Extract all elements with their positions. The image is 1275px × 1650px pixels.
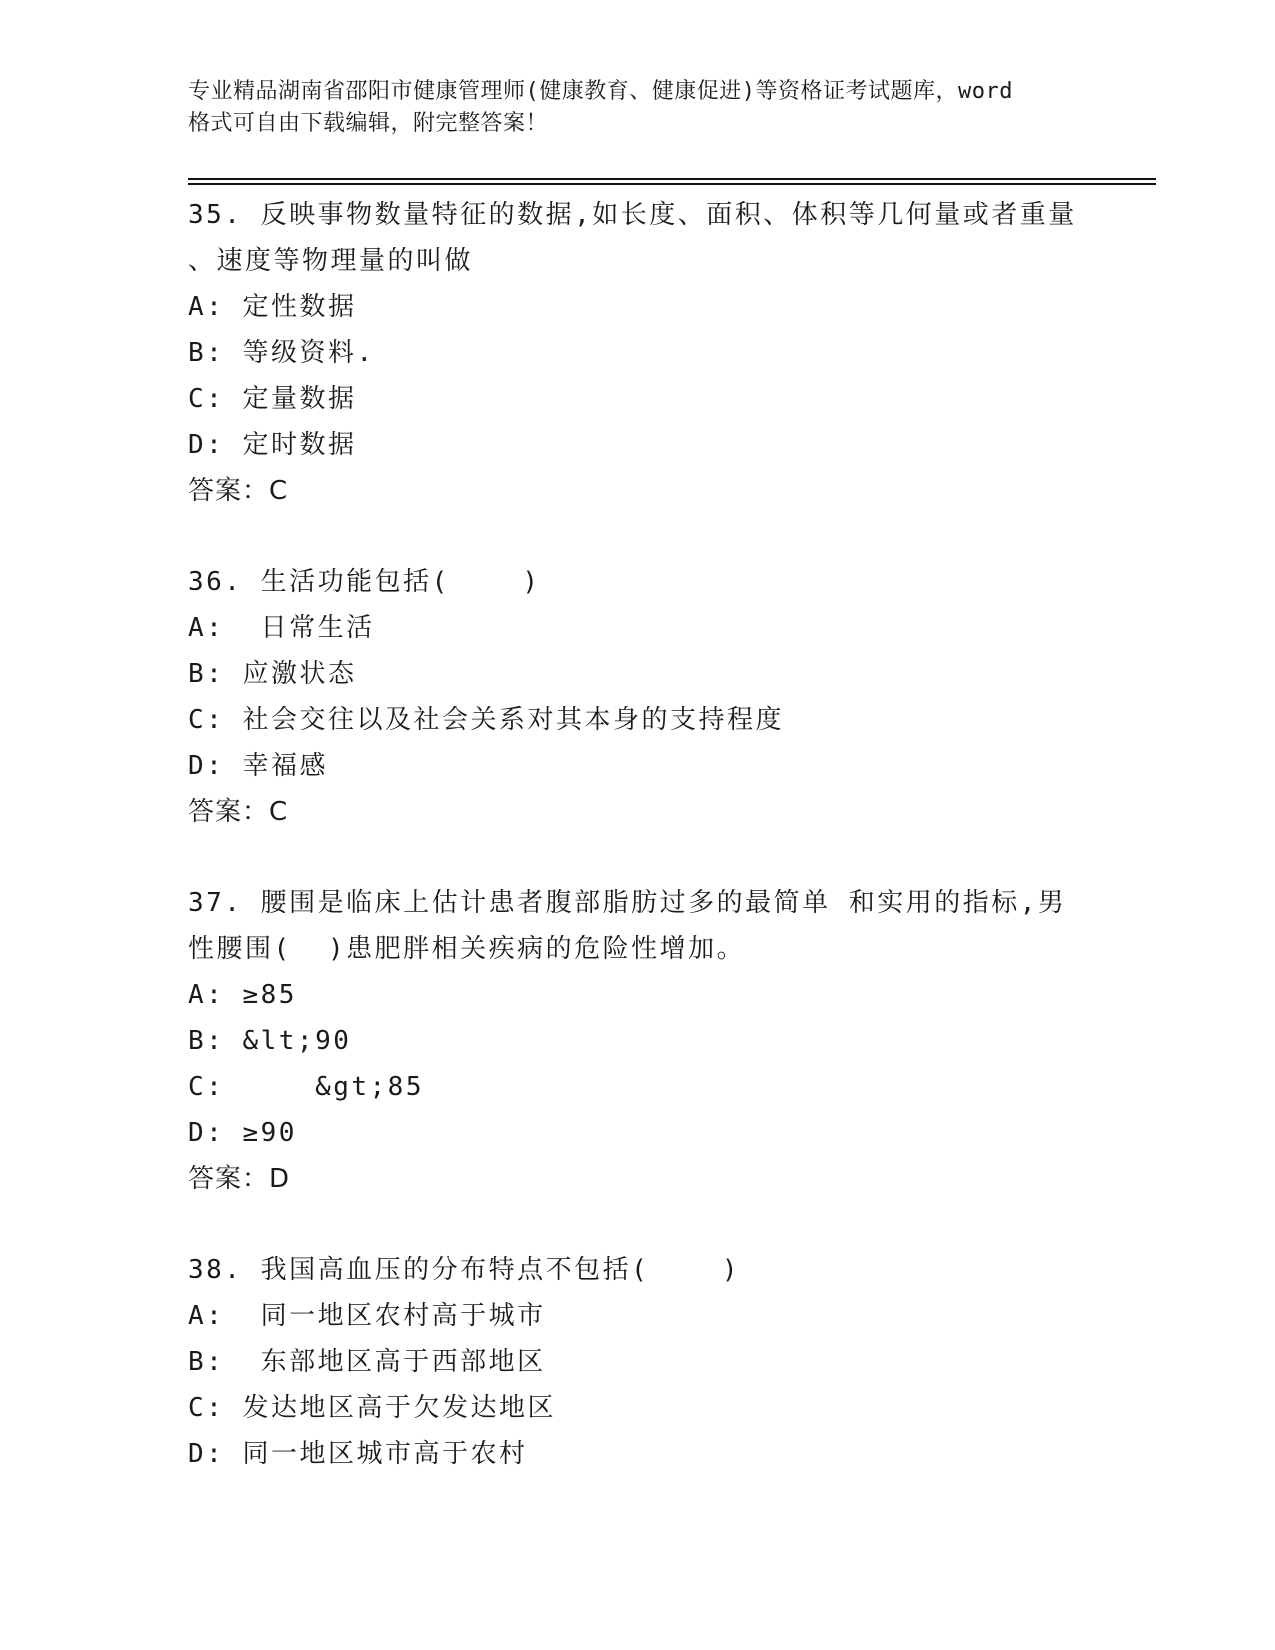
answer-line: 答案：C	[188, 797, 289, 827]
question-35	[188, 192, 1088, 514]
header-divider-top	[188, 178, 1156, 180]
option-d: D: 同一地区城市高于农村	[188, 1439, 528, 1469]
option-b: B: &lt;90	[188, 1026, 352, 1056]
option-d: D: 定时数据	[188, 430, 357, 460]
header-divider-bottom	[188, 183, 1156, 185]
option-c: C: 社会交往以及社会关系对其本身的支持程度	[188, 705, 784, 735]
question-36	[188, 559, 1088, 835]
question-stem-line: 35. 反映事物数量特征的数据,如长度、面积、体积等几何量或者重量	[188, 200, 1077, 230]
option-d: D: ≥90	[188, 1118, 297, 1148]
question-stem-line: 38. 我国高血压的分布特点不包括( )	[188, 1255, 741, 1285]
document-header	[188, 76, 1088, 140]
option-a: A: 日常生活	[188, 613, 375, 643]
answer-line: 答案：C	[188, 476, 289, 506]
option-b: B: 等级资料.	[188, 338, 375, 368]
answer-line: 答案：D	[188, 1164, 291, 1194]
option-c: C: 发达地区高于欠发达地区	[188, 1393, 556, 1423]
question-stem-line: 36. 生活功能包括( )	[188, 567, 541, 597]
question-stem-line: 性腰围( )患肥胖相关疾病的危险性增加。	[188, 934, 746, 964]
question-38	[188, 1247, 1088, 1477]
option-b: B: 应激状态	[188, 659, 357, 689]
header-line-2: 格式可自由下载编辑，附完整答案！	[188, 111, 549, 136]
question-37	[188, 880, 1088, 1202]
question-stem-line: 37. 腰围是临床上估计患者腹部脂肪过多的最简单 和实用的指标,男	[188, 888, 1067, 918]
option-d: D: 幸福感	[188, 751, 328, 781]
option-a: A: 同一地区农村高于城市	[188, 1301, 546, 1331]
option-b: B: 东部地区高于西部地区	[188, 1347, 546, 1377]
question-stem-line: 、速度等物理量的叫做	[188, 246, 474, 276]
option-c: C: &gt;85	[188, 1072, 424, 1102]
option-c: C: 定量数据	[188, 384, 357, 414]
question-list	[188, 192, 1088, 1477]
option-a: A: ≥85	[188, 980, 297, 1010]
option-a: A: 定性数据	[188, 292, 357, 322]
header-line-1: 专业精品湖南省邵阳市健康管理师(健康教育、健康促进)等资格证考试题库，word	[188, 79, 1013, 104]
